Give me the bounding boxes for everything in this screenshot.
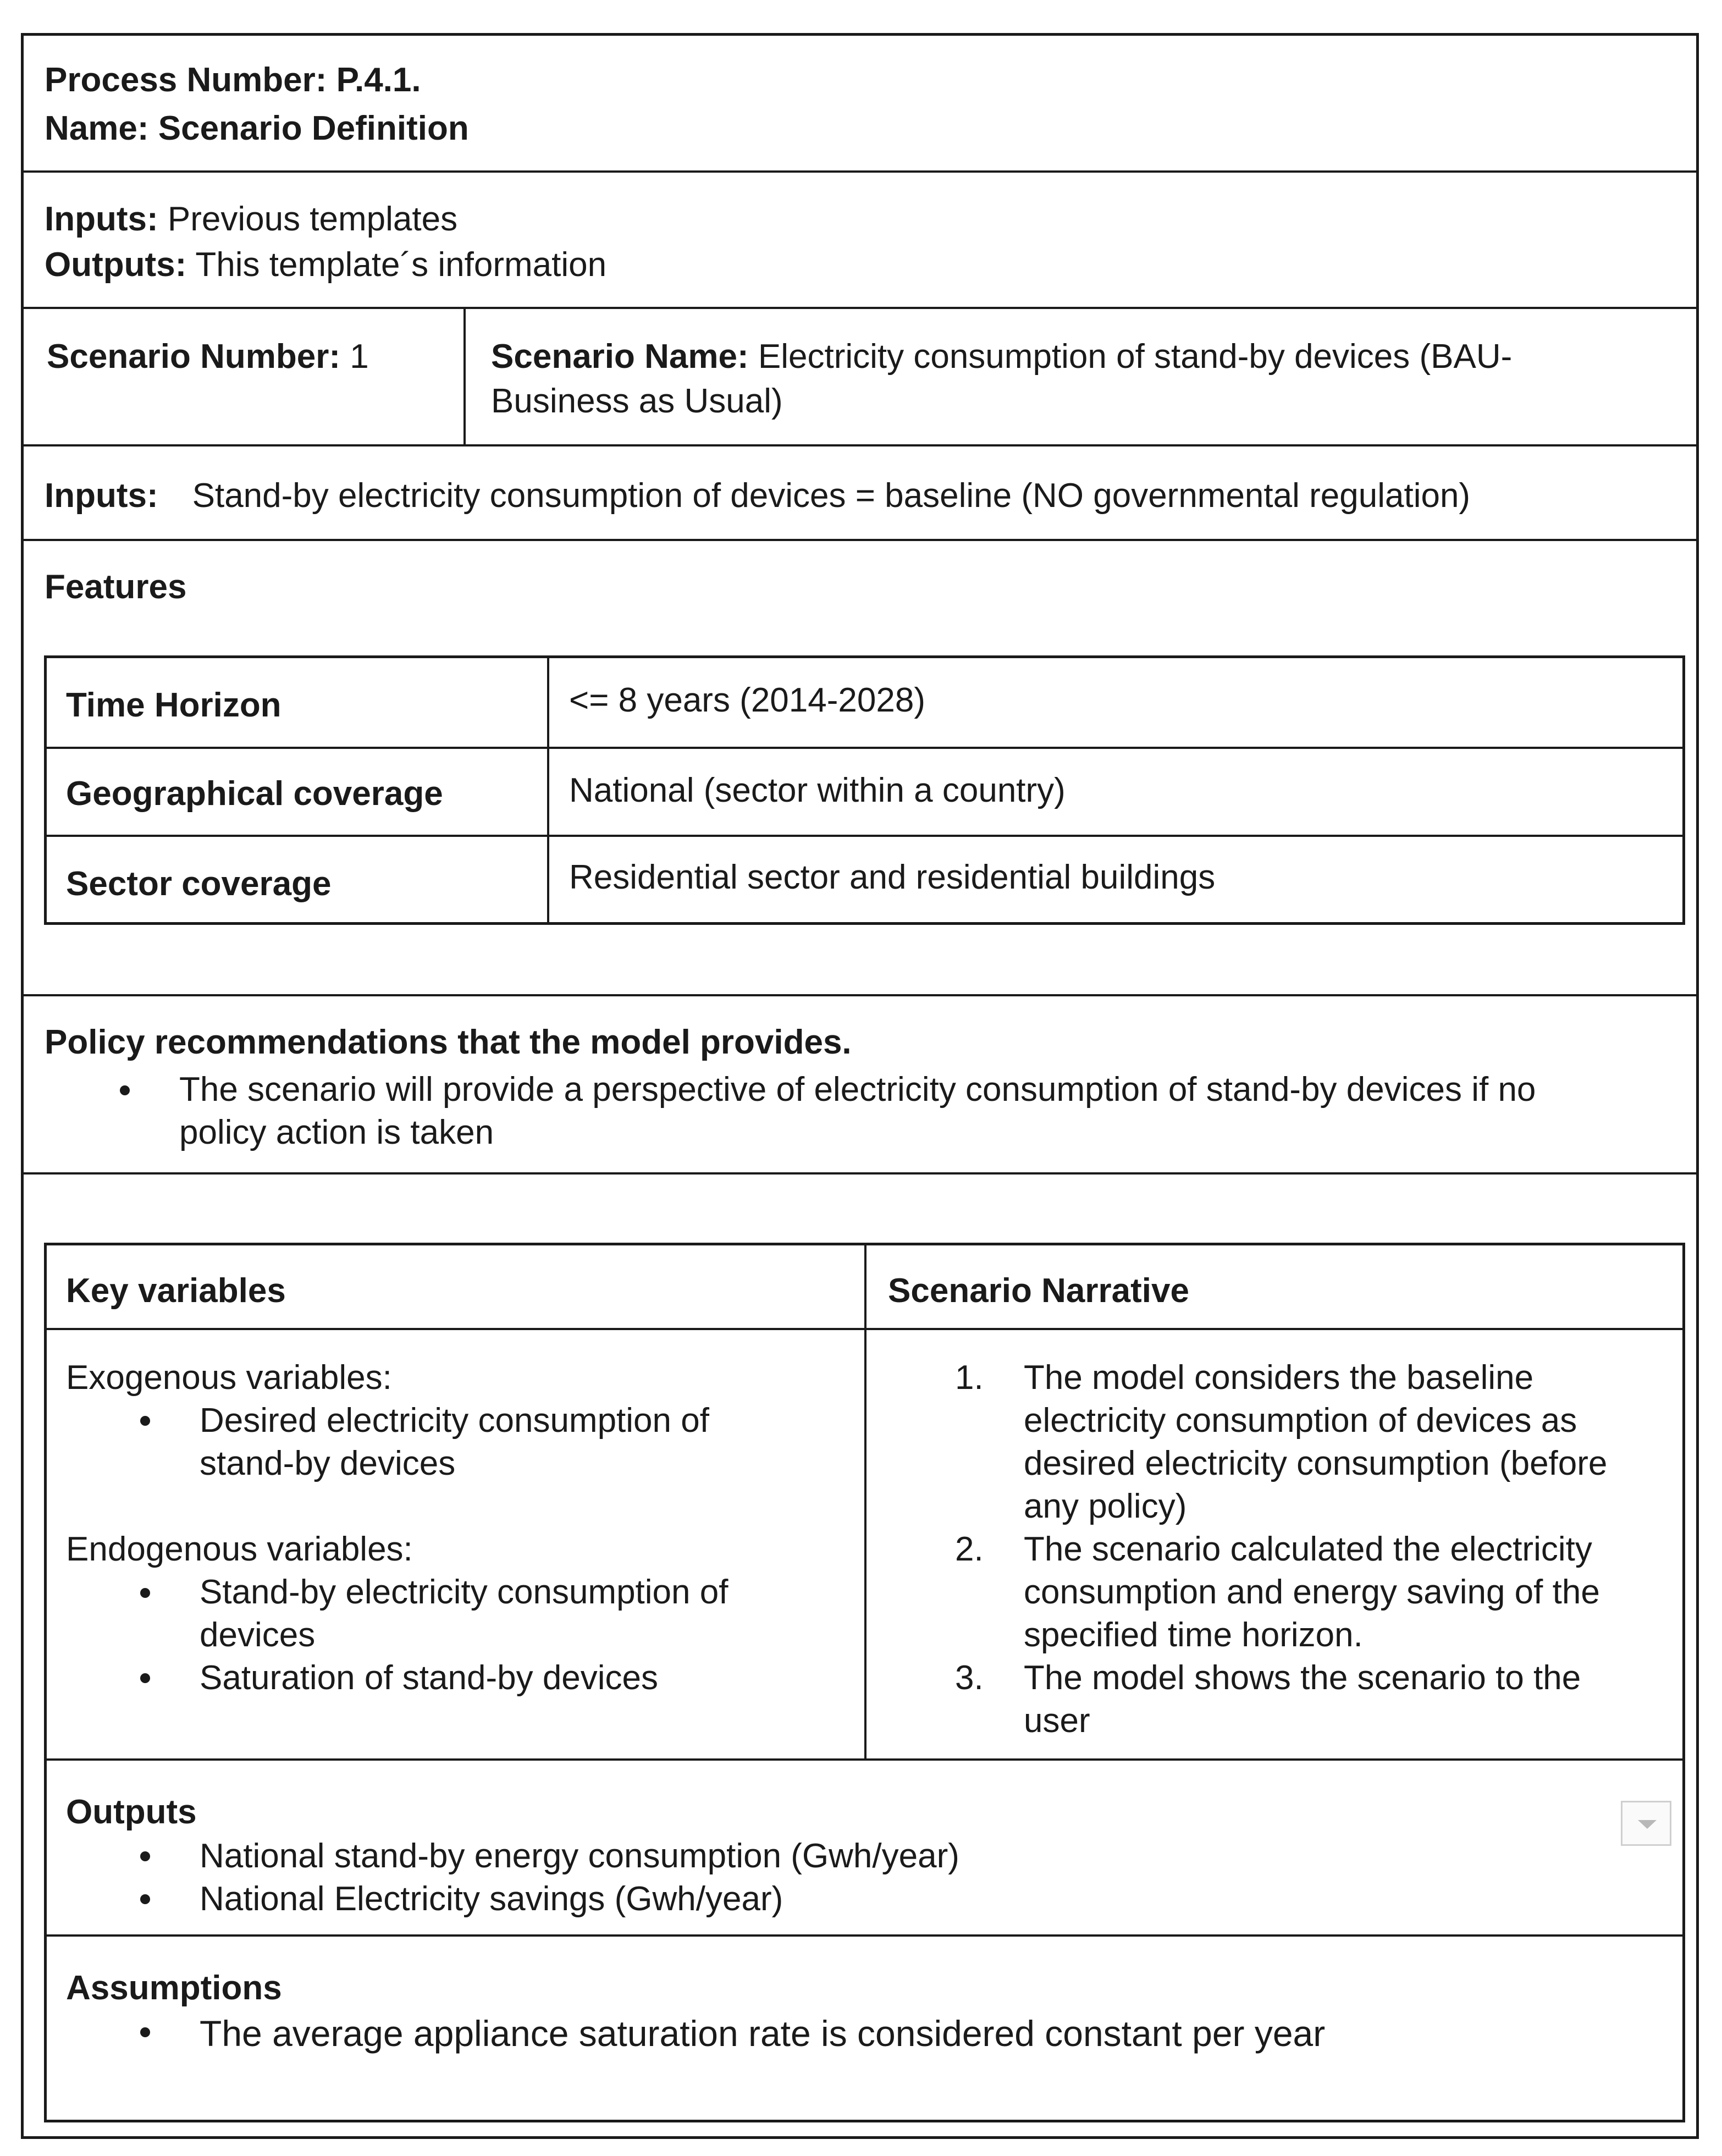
- outputs-row: [45, 248, 606, 282]
- bullet-icon: [140, 1588, 150, 1598]
- narrative-line: desired electricity consumption (before: [1024, 1444, 1608, 1482]
- scenario-number-label: Scenario Number:: [47, 338, 341, 376]
- divider: [24, 170, 1696, 173]
- assumption-item: The average appliance saturation rate is considered constant per year: [200, 2013, 1326, 2054]
- scenario-number: [47, 340, 369, 374]
- bullet-icon: [140, 1894, 150, 1904]
- inputs-label: Inputs:: [45, 200, 158, 238]
- chevron-down-icon: [1638, 1820, 1657, 1829]
- policy-title: Policy recommendations that the model provides.: [45, 1023, 852, 1061]
- output-item: National stand-by energy consumption (Gwh/year): [200, 1837, 959, 1875]
- policy-bullet-continued: policy action is taken: [179, 1113, 494, 1151]
- divider: [47, 1328, 1682, 1330]
- outputs-label: Outputs:: [45, 246, 187, 284]
- scenario-inputs-value: Stand-by electricity consumption of devices = baseline (NO governmental regulation): [192, 477, 1471, 515]
- output-item: National Electricity savings (Gwh/year): [200, 1880, 783, 1918]
- feature-value: <= 8 years (2014-2028): [569, 681, 925, 719]
- narrative-number: 1.: [955, 1359, 984, 1397]
- features-title: Features: [45, 568, 187, 606]
- bullet-icon: [140, 1416, 150, 1426]
- divider: [547, 658, 549, 922]
- narrative-number: 3.: [955, 1659, 984, 1697]
- bullet-icon: [140, 2027, 150, 2037]
- endogenous-item: Stand-by electricity consumption of: [200, 1573, 728, 1611]
- features-table: [44, 655, 1685, 925]
- scenario-name-value: Electricity consumption of stand-by devices (BAU-: [748, 338, 1513, 376]
- process-number: Process Number: P.4.1.: [45, 61, 421, 99]
- outputs-value: This template´s information: [186, 246, 607, 284]
- divider: [24, 444, 1696, 446]
- assumptions-title: Assumptions: [66, 1969, 282, 2007]
- endogenous-label: Endogenous variables:: [66, 1530, 413, 1568]
- divider: [47, 1934, 1682, 1937]
- process-template: [21, 33, 1699, 2139]
- divider: [24, 539, 1696, 541]
- feature-label: Time Horizon: [66, 686, 282, 724]
- scenario-inputs: [45, 479, 1470, 513]
- scenario-number-value: 1: [340, 338, 369, 376]
- feature-label: Geographical coverage: [66, 775, 443, 813]
- narrative-line: The model considers the baseline: [1024, 1359, 1534, 1397]
- variables-table: [44, 1243, 1685, 2122]
- scenario-inputs-label: Inputs:: [45, 477, 158, 515]
- exogenous-item-continued: stand-by devices: [200, 1444, 456, 1482]
- narrative-line: any policy): [1024, 1487, 1187, 1525]
- policy-bullet: The scenario will provide a perspective of electricity consumption of stand-by devices if no: [179, 1071, 1536, 1109]
- narrative-line: The model shows the scenario to the: [1024, 1659, 1581, 1697]
- endogenous-item-continued: devices: [200, 1616, 316, 1654]
- narrative-line: consumption and energy saving of the: [1024, 1573, 1600, 1611]
- scenario-narrative-header: Scenario Narrative: [888, 1272, 1189, 1310]
- divider: [24, 1172, 1696, 1175]
- feature-value: National (sector within a country): [569, 771, 1066, 809]
- bullet-icon: [140, 1673, 150, 1683]
- scenario-name-continued: Business as Usual): [491, 382, 783, 420]
- inputs-row: [45, 202, 457, 236]
- divider: [24, 307, 1696, 309]
- bullet-icon: [140, 1851, 150, 1861]
- outputs-title: Outputs: [66, 1793, 197, 1831]
- narrative-line: specified time horizon.: [1024, 1616, 1363, 1654]
- divider: [24, 994, 1696, 996]
- divider: [47, 1758, 1682, 1761]
- divider: [47, 747, 1682, 749]
- feature-label: Sector coverage: [66, 865, 332, 903]
- endogenous-item: Saturation of stand-by devices: [200, 1659, 659, 1697]
- key-variables-header: Key variables: [66, 1272, 286, 1310]
- bullet-icon: [120, 1085, 130, 1095]
- exogenous-label: Exogenous variables:: [66, 1359, 392, 1397]
- scenario-name-label: Scenario Name:: [491, 338, 749, 376]
- narrative-line: electricity consumption of devices as: [1024, 1402, 1577, 1440]
- narrative-line: user: [1024, 1702, 1090, 1740]
- divider: [864, 1245, 866, 1760]
- narrative-number: 2.: [955, 1530, 984, 1568]
- inputs-value: Previous templates: [158, 200, 458, 238]
- exogenous-item: Desired electricity consumption of: [200, 1402, 709, 1440]
- narrative-line: The scenario calculated the electricity: [1024, 1530, 1592, 1568]
- process-name: Name: Scenario Definition: [45, 109, 469, 147]
- dropdown-button[interactable]: [1621, 1801, 1671, 1846]
- divider: [47, 835, 1682, 837]
- scenario-name: [491, 340, 1512, 374]
- divider: [463, 307, 466, 444]
- feature-value: Residential sector and residential buildings: [569, 858, 1216, 896]
